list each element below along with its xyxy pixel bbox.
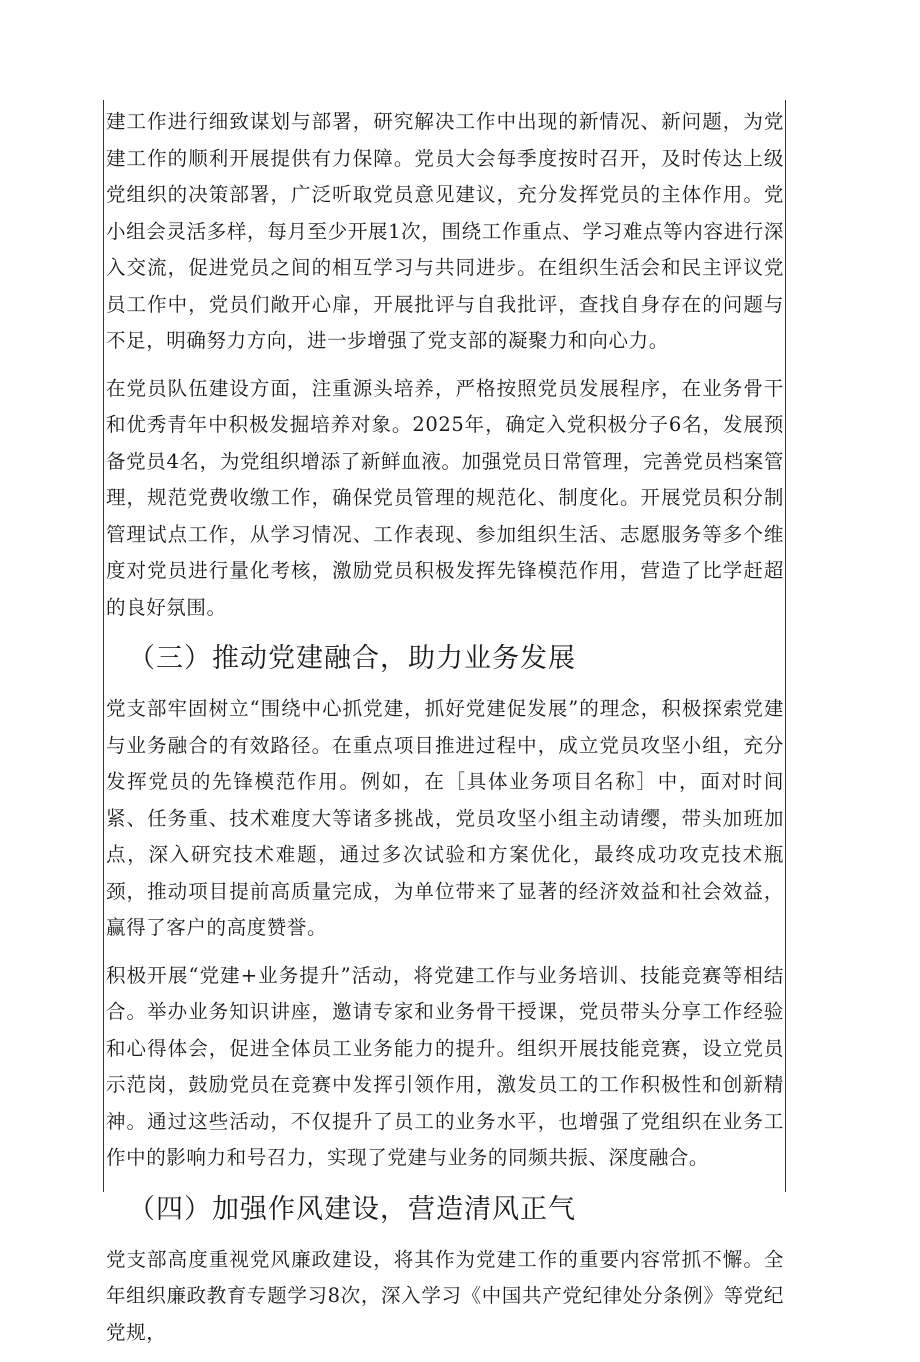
document-body [106,104,784,1362]
paragraph-member-building: 在党员队伍建设方面，注重源头培养，严格按照党员发展程序，在业务骨干和优秀青年中积极发掘培养对象。2025年，确定入党积极分子6名，发展预备党员4名，为党组织增添了新鲜血液。加强党员日常管理，完善党员档案管理，规范党费收缴工作，确保党员管理的规范化、制度化。开展党员积分制管理试点工作，从学习情况、工作表现、参加组织生活、志愿服务等多个维度对党员进行量化考核，激励党员积极发挥先锋模范作用，营造了比学赶超的良好氛围。 [106,376,784,619]
paragraph-integrity-building: 党支部高度重视党风廉政建设，将其作为党建工作的重要内容常抓不懈。全年组织廉政教育专题学习8次，深入学习《中国共产党纪律处分条例》等党纪党规， [106,1247,784,1344]
paragraph-integration-activities: 积极开展“党建+业务提升”活动，将党建工作与业务培训、技能竞赛等相结合。举办业务知识讲座，邀请专家和业务骨干授课，党员带头分享工作经验和心得体会，促进全体员工业务能力的提升。组织开展技能竞赛，设立党员示范岗，鼓励党员在竞赛中发挥引领作用，激发员工的工作积极性和创新精神。通过这些活动，不仅提升了员工的业务水平，也增强了党组织在业务工作中的影响力和号召力，实现了党建与业务的同频共振、深度融合。 [106,963,784,1169]
paragraph-integration-projects: 党支部牢固树立“围绕中心抓党建，抓好党建促发展”的理念，积极探索党建与业务融合的有效路径。在重点项目推进过程中，成立党员攻坚小组，充分发挥党员的先锋模范作用。例如，在［具体业务项目名称］中，面对时间紧、任务重、技术难度大等诸多挑战，党员攻坚小组主动请缨，带头加班加点，深入研究技术难题，通过多次试验和方案优化，最终成功攻克技术瓶颈，推动项目提前高质量完成，为单位带来了显著的经济效益和社会效益，赢得了客户的高度赞誉。 [106,697,784,939]
section-heading-3: （三）推动党建融合，助力业务发展 [128,643,576,674]
section-heading-4: （四）加强作风建设，营造清风正气 [128,1193,576,1225]
paragraph-organization-life: 建工作进行细致谋划与部署，研究解决工作中出现的新情况、新问题，为党建工作的顺利开展提供有力保障。党员大会每季度按时召开，及时传达上级党组织的决策部署，广泛听取党员意见建议，充分发挥党员的主体作用。党小组会灵活多样，每月至少开展1次，围绕工作重点、学习难点等内容进行深入交流，促进党员之间的相互学习与共同进步。在组织生活会和民主评议党员工作中，党员们敞开心扉，开展批评与自我批评，查找自身存在的问题与不足，明确努力方向，进一步增强了党支部的凝聚力和向心力。 [106,110,784,352]
